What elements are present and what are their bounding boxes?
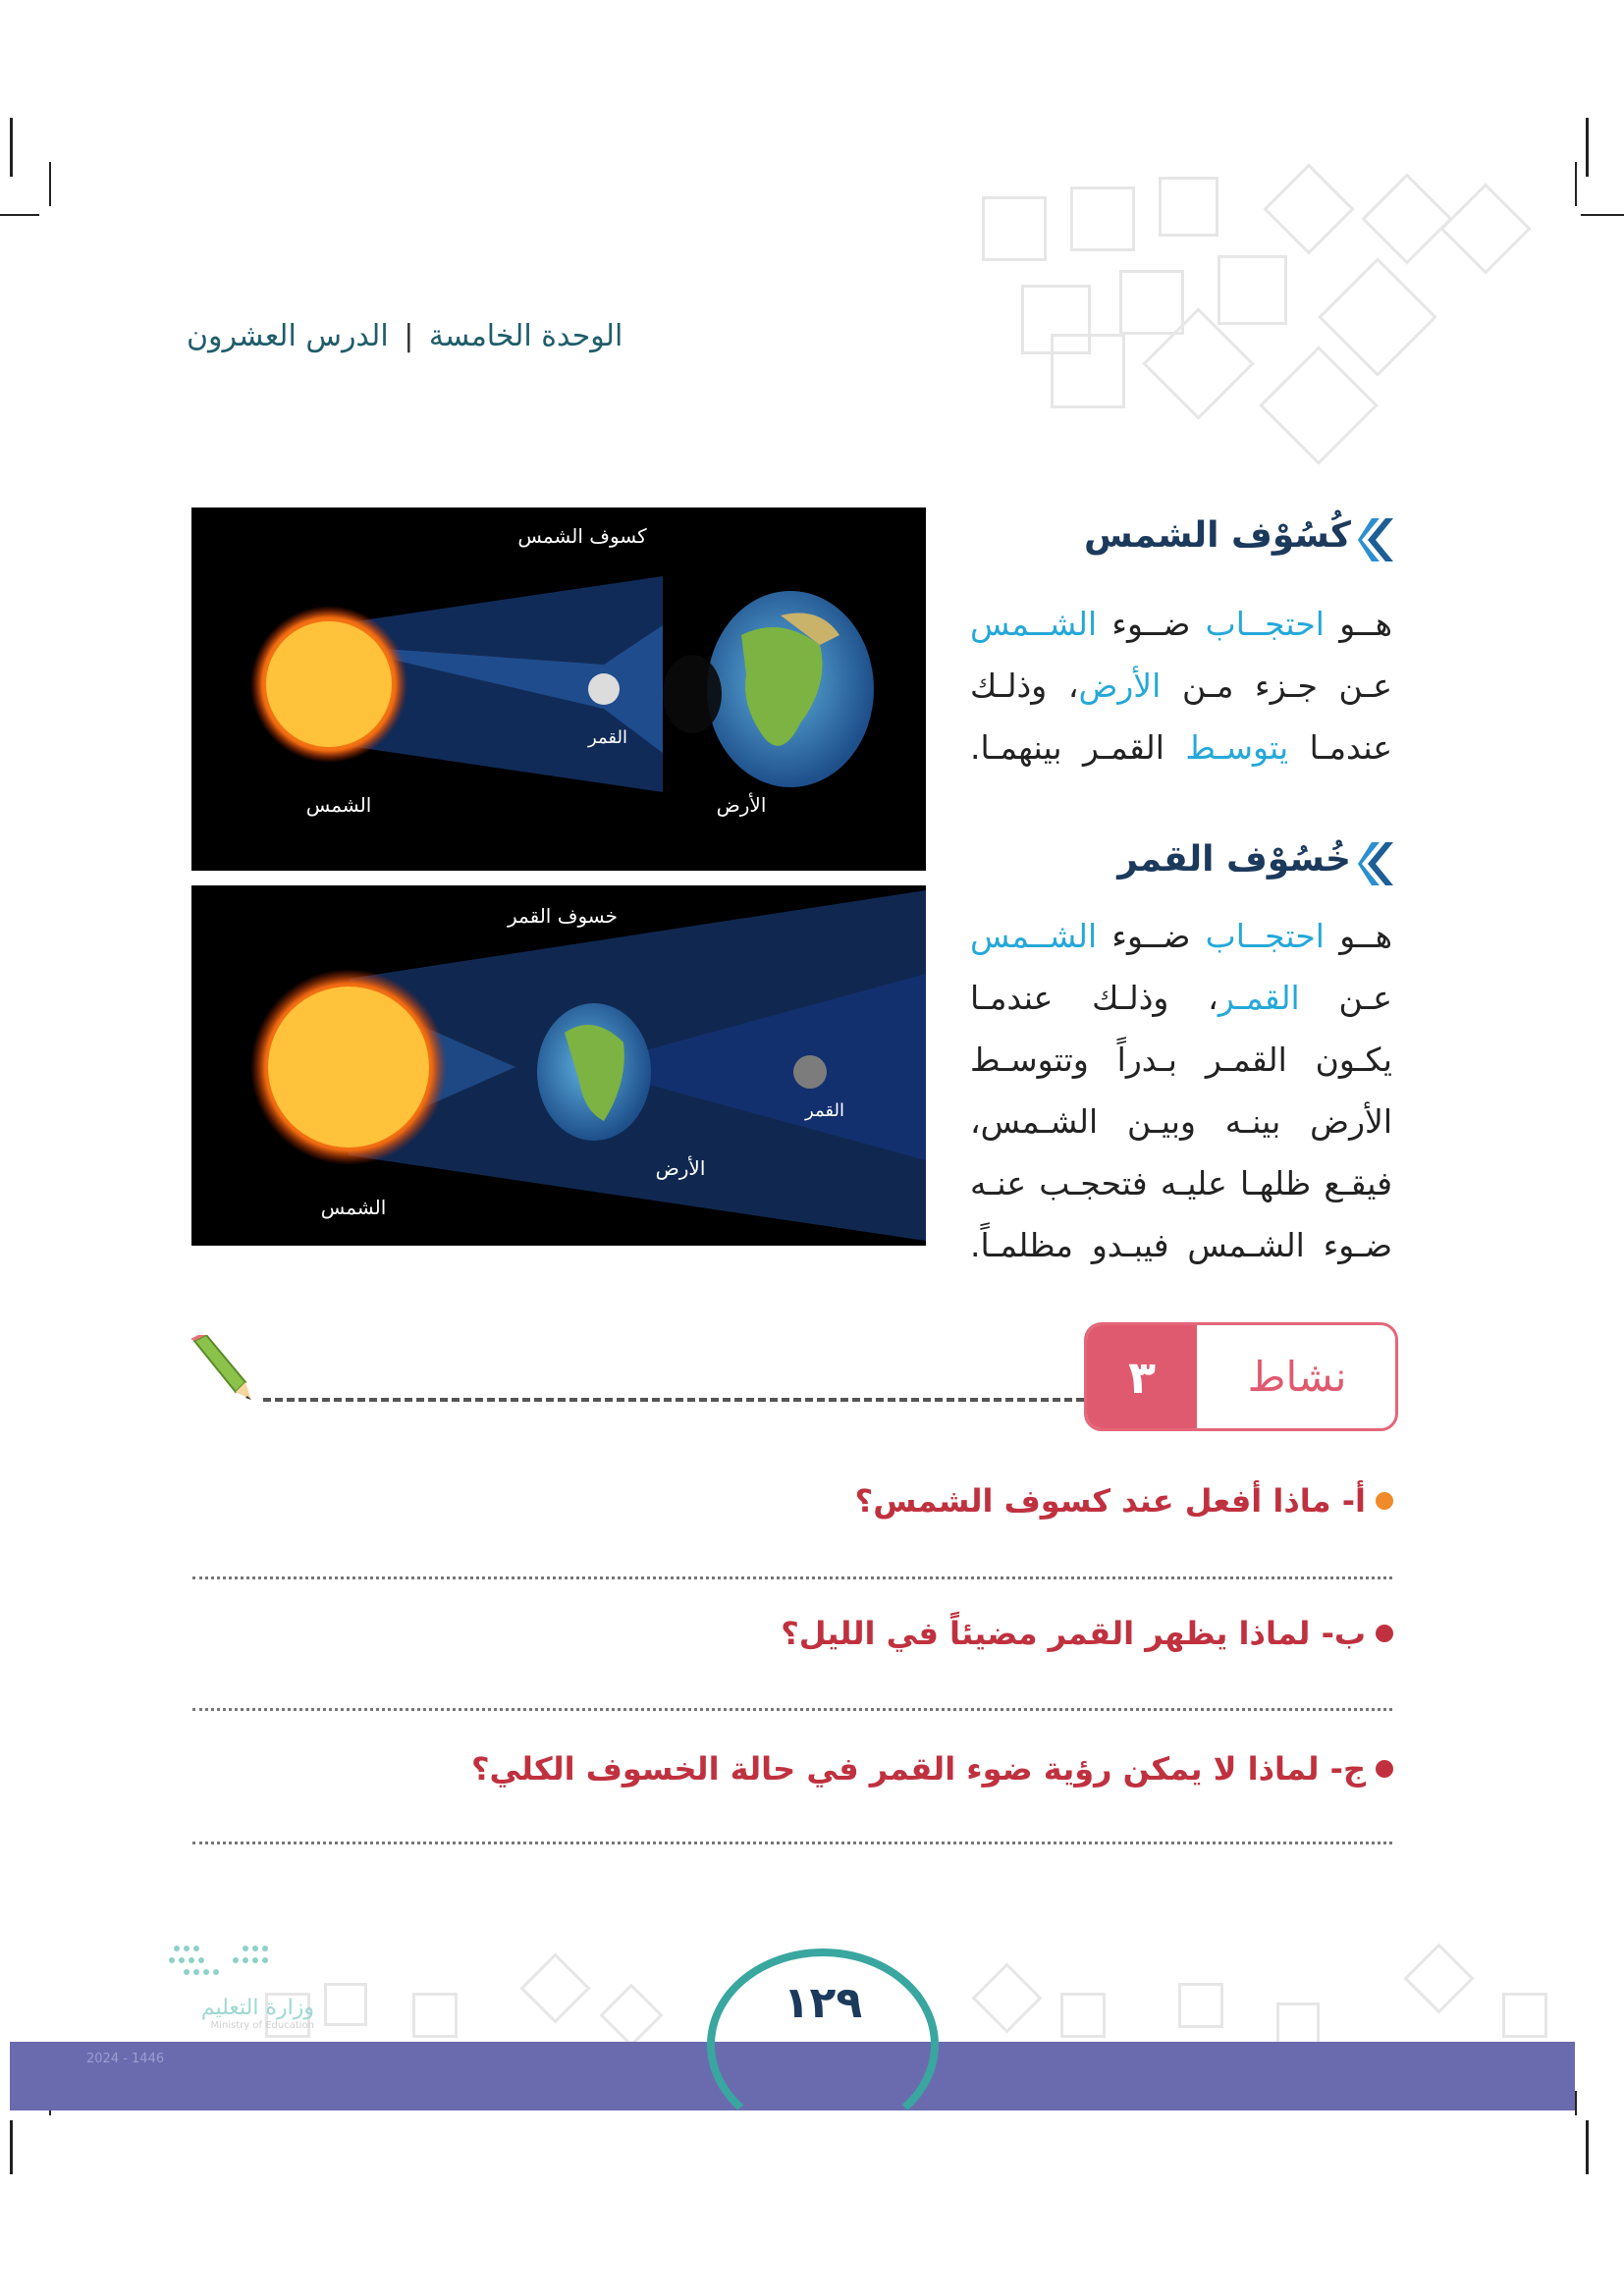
sun-label: الشمس bbox=[305, 793, 372, 817]
ministry-logo bbox=[79, 1939, 314, 2031]
chevron-icon bbox=[1358, 518, 1393, 561]
highlighted-term: الشــمس bbox=[970, 917, 1098, 955]
logo-dots-icon bbox=[79, 1939, 314, 1998]
paragraph-text: ، وذلـك عندمـا يكـون القمـر بـدراً وتتوسـط الأرض بينـه وبيـن الشـمس، فيقـع ظلهـا عليـه فتحجـب عنـه ضـوء الشـمس فيبـدو مظلمـاً. bbox=[970, 979, 1392, 1264]
bullet-icon bbox=[1376, 1492, 1393, 1510]
question-c bbox=[471, 1750, 1393, 1788]
logo-text: وزارة التعليم bbox=[200, 1996, 314, 2020]
highlighted-term: يتوسـط bbox=[1185, 728, 1289, 767]
solar-eclipse-title: كُسُوْف الشمس bbox=[1083, 515, 1351, 556]
activity-number: ٣ bbox=[1087, 1325, 1197, 1428]
activity-divider bbox=[263, 1398, 1084, 1402]
lunar-caption: خسوف القمر bbox=[508, 904, 618, 928]
bullet-icon bbox=[1376, 1625, 1393, 1642]
moon-label: القمر bbox=[805, 1100, 844, 1121]
logo-year: 2024 - 1446 bbox=[86, 2052, 165, 2066]
paragraph-text: ضــوء bbox=[1097, 605, 1206, 643]
bullet-icon bbox=[1376, 1760, 1393, 1778]
sun-label: الشمس bbox=[320, 1196, 387, 1219]
answer-line[interactable] bbox=[192, 1708, 1392, 1711]
logo-subtext: Ministry of Education bbox=[210, 2020, 314, 2031]
moon-label: القمر bbox=[588, 727, 627, 748]
earth-label: الأرض bbox=[716, 793, 767, 817]
question-text: ج- لماذا لا يمكن رؤية ضوء القمر في حالة الخسوف الكلي؟ bbox=[470, 1750, 1366, 1788]
lunar-eclipse-title: خُسُوْف القمر bbox=[1117, 839, 1351, 880]
solar-eclipse-text bbox=[970, 593, 1392, 778]
activity-header bbox=[1084, 1322, 1398, 1431]
highlighted-term: الشــمس bbox=[970, 605, 1098, 643]
crop-mark bbox=[1575, 2091, 1577, 2115]
paragraph-text: عـن جـزء مـن bbox=[1161, 667, 1392, 705]
highlighted-term: احتجــاب bbox=[1205, 917, 1325, 955]
answer-line[interactable] bbox=[192, 1842, 1392, 1844]
earth-label: الأرض bbox=[655, 1156, 706, 1180]
question-text: ب- لماذا يظهر القمر مضيئاً في الليل؟ bbox=[781, 1615, 1366, 1652]
solar-caption: كسوف الشمس bbox=[517, 524, 647, 548]
crop-mark bbox=[1575, 162, 1577, 206]
question-b bbox=[781, 1615, 1393, 1652]
header-separator: | bbox=[404, 319, 414, 353]
paragraph-text: ، وذلـك عندمـا bbox=[970, 667, 1393, 767]
paragraph-text: ضــوء bbox=[1097, 917, 1206, 955]
paragraph-text: هــو bbox=[1324, 605, 1392, 643]
lunar-eclipse-diagram bbox=[191, 885, 926, 1246]
crop-mark bbox=[1586, 118, 1589, 177]
activity-label: نشاط bbox=[1247, 1353, 1347, 1401]
highlighted-term: احتجــاب bbox=[1205, 605, 1325, 643]
paragraph-text: هــو bbox=[1324, 917, 1392, 955]
paragraph-text: القمـر بينهمـا. bbox=[970, 728, 1186, 767]
lunar-eclipse-image bbox=[191, 885, 926, 1246]
lesson-title: الدرس العشرون bbox=[187, 319, 389, 353]
crop-mark bbox=[10, 118, 13, 177]
highlighted-term: القمـر bbox=[1218, 979, 1300, 1017]
unit-title: الوحدة الخامسة bbox=[428, 319, 623, 353]
question-a bbox=[855, 1482, 1393, 1520]
question-text: أ- ماذا أفعل عند كسوف الشمس؟ bbox=[854, 1482, 1366, 1520]
answer-line[interactable] bbox=[192, 1576, 1392, 1579]
unit-lesson-header bbox=[187, 319, 638, 353]
highlighted-term: الأرض bbox=[1078, 667, 1162, 705]
paragraph-text: عـن bbox=[1299, 979, 1392, 1017]
crop-mark bbox=[0, 214, 39, 216]
chevron-icon bbox=[1358, 842, 1393, 885]
pencil-icon bbox=[187, 1335, 255, 1404]
page-number: ١٢٩ bbox=[783, 1978, 863, 2028]
crop-mark bbox=[1581, 214, 1624, 216]
crop-mark bbox=[10, 2120, 13, 2174]
crop-mark bbox=[49, 162, 51, 206]
crop-mark bbox=[1586, 2120, 1589, 2174]
solar-eclipse-image bbox=[191, 507, 926, 871]
solar-eclipse-diagram bbox=[191, 507, 926, 871]
lunar-eclipse-text bbox=[970, 905, 1392, 1276]
